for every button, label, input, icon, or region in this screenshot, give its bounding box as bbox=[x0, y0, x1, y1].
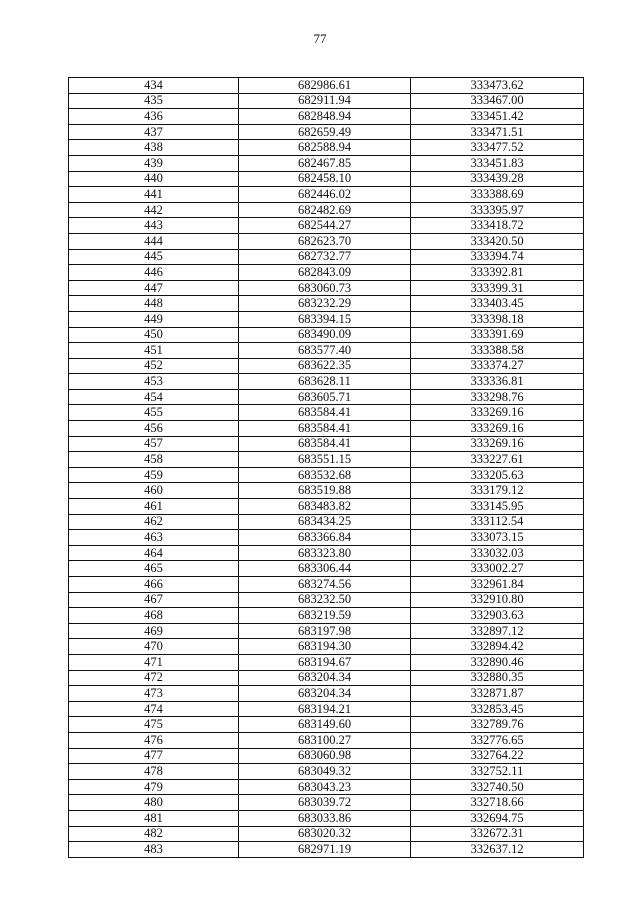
table-row bbox=[69, 592, 584, 608]
y-coordinate-cell: 332890.46 bbox=[411, 654, 584, 670]
y-coordinate-cell: 332637.12 bbox=[411, 842, 584, 858]
point-number-cell: 446 bbox=[69, 265, 239, 281]
table-row bbox=[69, 93, 584, 109]
table-row bbox=[69, 577, 584, 593]
table-row bbox=[69, 421, 584, 437]
x-coordinate-cell: 683232.29 bbox=[239, 296, 411, 312]
table-row bbox=[69, 187, 584, 203]
point-number-cell: 469 bbox=[69, 623, 239, 639]
coordinates-table-body bbox=[69, 78, 584, 858]
y-coordinate-cell: 332897.12 bbox=[411, 623, 584, 639]
point-number-cell: 483 bbox=[69, 842, 239, 858]
x-coordinate-cell: 683049.32 bbox=[239, 764, 411, 780]
point-number-cell: 473 bbox=[69, 686, 239, 702]
table-row bbox=[69, 124, 584, 140]
y-coordinate-cell: 333032.03 bbox=[411, 545, 584, 561]
point-number-cell: 472 bbox=[69, 670, 239, 686]
y-coordinate-cell: 333073.15 bbox=[411, 530, 584, 546]
table-row bbox=[69, 296, 584, 312]
point-number-cell: 474 bbox=[69, 701, 239, 717]
point-number-cell: 447 bbox=[69, 280, 239, 296]
y-coordinate-cell: 332764.22 bbox=[411, 748, 584, 764]
x-coordinate-cell: 682986.61 bbox=[239, 78, 411, 94]
x-coordinate-cell: 683204.34 bbox=[239, 686, 411, 702]
y-coordinate-cell: 333403.45 bbox=[411, 296, 584, 312]
table-row bbox=[69, 717, 584, 733]
table-row bbox=[69, 670, 584, 686]
table-row bbox=[69, 358, 584, 374]
point-number-cell: 439 bbox=[69, 155, 239, 171]
point-number-cell: 449 bbox=[69, 311, 239, 327]
y-coordinate-cell: 332894.42 bbox=[411, 639, 584, 655]
table-row bbox=[69, 561, 584, 577]
point-number-cell: 441 bbox=[69, 187, 239, 203]
point-number-cell: 468 bbox=[69, 608, 239, 624]
coordinates-table bbox=[68, 77, 584, 858]
y-coordinate-cell: 332903.63 bbox=[411, 608, 584, 624]
table-row bbox=[69, 748, 584, 764]
x-coordinate-cell: 683490.09 bbox=[239, 327, 411, 343]
y-coordinate-cell: 333420.50 bbox=[411, 233, 584, 249]
table-row bbox=[69, 483, 584, 499]
point-number-cell: 440 bbox=[69, 171, 239, 187]
table-row bbox=[69, 311, 584, 327]
y-coordinate-cell: 333471.51 bbox=[411, 124, 584, 140]
x-coordinate-cell: 683394.15 bbox=[239, 311, 411, 327]
y-coordinate-cell: 333145.95 bbox=[411, 499, 584, 515]
x-coordinate-cell: 682458.10 bbox=[239, 171, 411, 187]
point-number-cell: 471 bbox=[69, 654, 239, 670]
table-row bbox=[69, 374, 584, 390]
x-coordinate-cell: 683043.23 bbox=[239, 779, 411, 795]
point-number-cell: 464 bbox=[69, 545, 239, 561]
x-coordinate-cell: 683532.68 bbox=[239, 467, 411, 483]
y-coordinate-cell: 333374.27 bbox=[411, 358, 584, 374]
point-number-cell: 480 bbox=[69, 795, 239, 811]
table-row bbox=[69, 467, 584, 483]
table-row bbox=[69, 779, 584, 795]
y-coordinate-cell: 333336.81 bbox=[411, 374, 584, 390]
point-number-cell: 465 bbox=[69, 561, 239, 577]
table-row bbox=[69, 155, 584, 171]
point-number-cell: 454 bbox=[69, 389, 239, 405]
table-row bbox=[69, 639, 584, 655]
y-coordinate-cell: 332853.45 bbox=[411, 701, 584, 717]
y-coordinate-cell: 333205.63 bbox=[411, 467, 584, 483]
y-coordinate-cell: 332789.76 bbox=[411, 717, 584, 733]
x-coordinate-cell: 683060.98 bbox=[239, 748, 411, 764]
point-number-cell: 459 bbox=[69, 467, 239, 483]
y-coordinate-cell: 333399.31 bbox=[411, 280, 584, 296]
x-coordinate-cell: 682971.19 bbox=[239, 842, 411, 858]
table-row bbox=[69, 171, 584, 187]
y-coordinate-cell: 333398.18 bbox=[411, 311, 584, 327]
y-coordinate-cell: 333269.16 bbox=[411, 405, 584, 421]
x-coordinate-cell: 683306.44 bbox=[239, 561, 411, 577]
point-number-cell: 467 bbox=[69, 592, 239, 608]
y-coordinate-cell: 333395.97 bbox=[411, 202, 584, 218]
y-coordinate-cell: 332672.31 bbox=[411, 826, 584, 842]
x-coordinate-cell: 683039.72 bbox=[239, 795, 411, 811]
x-coordinate-cell: 682659.49 bbox=[239, 124, 411, 140]
table-row bbox=[69, 405, 584, 421]
x-coordinate-cell: 683033.86 bbox=[239, 810, 411, 826]
point-number-cell: 475 bbox=[69, 717, 239, 733]
table-row bbox=[69, 249, 584, 265]
point-number-cell: 461 bbox=[69, 499, 239, 515]
table-row bbox=[69, 795, 584, 811]
point-number-cell: 437 bbox=[69, 124, 239, 140]
x-coordinate-cell: 683605.71 bbox=[239, 389, 411, 405]
x-coordinate-cell: 683149.60 bbox=[239, 717, 411, 733]
x-coordinate-cell: 683577.40 bbox=[239, 343, 411, 359]
table-row bbox=[69, 764, 584, 780]
x-coordinate-cell: 682623.70 bbox=[239, 233, 411, 249]
x-coordinate-cell: 682588.94 bbox=[239, 140, 411, 156]
table-row bbox=[69, 842, 584, 858]
y-coordinate-cell: 332752.11 bbox=[411, 764, 584, 780]
table-row bbox=[69, 140, 584, 156]
y-coordinate-cell: 332910.80 bbox=[411, 592, 584, 608]
y-coordinate-cell: 333439.28 bbox=[411, 171, 584, 187]
table-row bbox=[69, 499, 584, 515]
y-coordinate-cell: 332694.75 bbox=[411, 810, 584, 826]
y-coordinate-cell: 333298.76 bbox=[411, 389, 584, 405]
x-coordinate-cell: 682732.77 bbox=[239, 249, 411, 265]
y-coordinate-cell: 332880.35 bbox=[411, 670, 584, 686]
y-coordinate-cell: 333394.74 bbox=[411, 249, 584, 265]
x-coordinate-cell: 683622.35 bbox=[239, 358, 411, 374]
table-row bbox=[69, 826, 584, 842]
x-coordinate-cell: 683628.11 bbox=[239, 374, 411, 390]
x-coordinate-cell: 682446.02 bbox=[239, 187, 411, 203]
point-number-cell: 460 bbox=[69, 483, 239, 499]
y-coordinate-cell: 333269.16 bbox=[411, 421, 584, 437]
y-coordinate-cell: 333467.00 bbox=[411, 93, 584, 109]
y-coordinate-cell: 333002.27 bbox=[411, 561, 584, 577]
table-row bbox=[69, 78, 584, 94]
table-row bbox=[69, 218, 584, 234]
x-coordinate-cell: 683584.41 bbox=[239, 405, 411, 421]
point-number-cell: 481 bbox=[69, 810, 239, 826]
x-coordinate-cell: 683434.25 bbox=[239, 514, 411, 530]
point-number-cell: 444 bbox=[69, 233, 239, 249]
y-coordinate-cell: 333451.42 bbox=[411, 109, 584, 125]
table-row bbox=[69, 623, 584, 639]
x-coordinate-cell: 683100.27 bbox=[239, 732, 411, 748]
table-row bbox=[69, 233, 584, 249]
x-coordinate-cell: 682467.85 bbox=[239, 155, 411, 171]
table-row bbox=[69, 654, 584, 670]
y-coordinate-cell: 333179.12 bbox=[411, 483, 584, 499]
y-coordinate-cell: 333227.61 bbox=[411, 452, 584, 468]
x-coordinate-cell: 682911.94 bbox=[239, 93, 411, 109]
point-number-cell: 445 bbox=[69, 249, 239, 265]
y-coordinate-cell: 333388.58 bbox=[411, 343, 584, 359]
point-number-cell: 476 bbox=[69, 732, 239, 748]
x-coordinate-cell: 683584.41 bbox=[239, 421, 411, 437]
point-number-cell: 478 bbox=[69, 764, 239, 780]
y-coordinate-cell: 332961.84 bbox=[411, 577, 584, 593]
table-row bbox=[69, 686, 584, 702]
y-coordinate-cell: 332740.50 bbox=[411, 779, 584, 795]
x-coordinate-cell: 683519.88 bbox=[239, 483, 411, 499]
point-number-cell: 458 bbox=[69, 452, 239, 468]
point-number-cell: 438 bbox=[69, 140, 239, 156]
x-coordinate-cell: 682843.09 bbox=[239, 265, 411, 281]
table-row bbox=[69, 109, 584, 125]
point-number-cell: 450 bbox=[69, 327, 239, 343]
point-number-cell: 482 bbox=[69, 826, 239, 842]
y-coordinate-cell: 333269.16 bbox=[411, 436, 584, 452]
x-coordinate-cell: 682544.27 bbox=[239, 218, 411, 234]
point-number-cell: 453 bbox=[69, 374, 239, 390]
point-number-cell: 435 bbox=[69, 93, 239, 109]
point-number-cell: 451 bbox=[69, 343, 239, 359]
y-coordinate-cell: 332718.66 bbox=[411, 795, 584, 811]
point-number-cell: 479 bbox=[69, 779, 239, 795]
point-number-cell: 463 bbox=[69, 530, 239, 546]
x-coordinate-cell: 682848.94 bbox=[239, 109, 411, 125]
table-row bbox=[69, 265, 584, 281]
x-coordinate-cell: 683194.21 bbox=[239, 701, 411, 717]
point-number-cell: 462 bbox=[69, 514, 239, 530]
y-coordinate-cell: 333418.72 bbox=[411, 218, 584, 234]
y-coordinate-cell: 333391.69 bbox=[411, 327, 584, 343]
table-row bbox=[69, 701, 584, 717]
point-number-cell: 434 bbox=[69, 78, 239, 94]
table-row bbox=[69, 389, 584, 405]
table-row bbox=[69, 608, 584, 624]
y-coordinate-cell: 333477.52 bbox=[411, 140, 584, 156]
y-coordinate-cell: 333388.69 bbox=[411, 187, 584, 203]
point-number-cell: 455 bbox=[69, 405, 239, 421]
x-coordinate-cell: 682482.69 bbox=[239, 202, 411, 218]
table-row bbox=[69, 452, 584, 468]
table-row bbox=[69, 810, 584, 826]
point-number-cell: 443 bbox=[69, 218, 239, 234]
x-coordinate-cell: 683323.80 bbox=[239, 545, 411, 561]
point-number-cell: 457 bbox=[69, 436, 239, 452]
x-coordinate-cell: 683483.82 bbox=[239, 499, 411, 515]
y-coordinate-cell: 332776.65 bbox=[411, 732, 584, 748]
x-coordinate-cell: 683194.67 bbox=[239, 654, 411, 670]
x-coordinate-cell: 683366.84 bbox=[239, 530, 411, 546]
x-coordinate-cell: 683204.34 bbox=[239, 670, 411, 686]
y-coordinate-cell: 333112.54 bbox=[411, 514, 584, 530]
point-number-cell: 436 bbox=[69, 109, 239, 125]
y-coordinate-cell: 333392.81 bbox=[411, 265, 584, 281]
x-coordinate-cell: 683584.41 bbox=[239, 436, 411, 452]
table-row bbox=[69, 545, 584, 561]
table-row bbox=[69, 732, 584, 748]
page-number: 77 bbox=[313, 31, 327, 46]
y-coordinate-cell: 333473.62 bbox=[411, 78, 584, 94]
point-number-cell: 448 bbox=[69, 296, 239, 312]
point-number-cell: 470 bbox=[69, 639, 239, 655]
x-coordinate-cell: 683194.30 bbox=[239, 639, 411, 655]
x-coordinate-cell: 683219.59 bbox=[239, 608, 411, 624]
table-row bbox=[69, 436, 584, 452]
table-row bbox=[69, 530, 584, 546]
point-number-cell: 466 bbox=[69, 577, 239, 593]
x-coordinate-cell: 683060.73 bbox=[239, 280, 411, 296]
x-coordinate-cell: 683551.15 bbox=[239, 452, 411, 468]
point-number-cell: 477 bbox=[69, 748, 239, 764]
y-coordinate-cell: 332871.87 bbox=[411, 686, 584, 702]
x-coordinate-cell: 683232.50 bbox=[239, 592, 411, 608]
x-coordinate-cell: 683274.56 bbox=[239, 577, 411, 593]
table-row bbox=[69, 202, 584, 218]
point-number-cell: 452 bbox=[69, 358, 239, 374]
x-coordinate-cell: 683197.98 bbox=[239, 623, 411, 639]
y-coordinate-cell: 333451.83 bbox=[411, 155, 584, 171]
table-row bbox=[69, 343, 584, 359]
table-row bbox=[69, 280, 584, 296]
point-number-cell: 456 bbox=[69, 421, 239, 437]
table-row bbox=[69, 327, 584, 343]
x-coordinate-cell: 683020.32 bbox=[239, 826, 411, 842]
table-row bbox=[69, 514, 584, 530]
point-number-cell: 442 bbox=[69, 202, 239, 218]
